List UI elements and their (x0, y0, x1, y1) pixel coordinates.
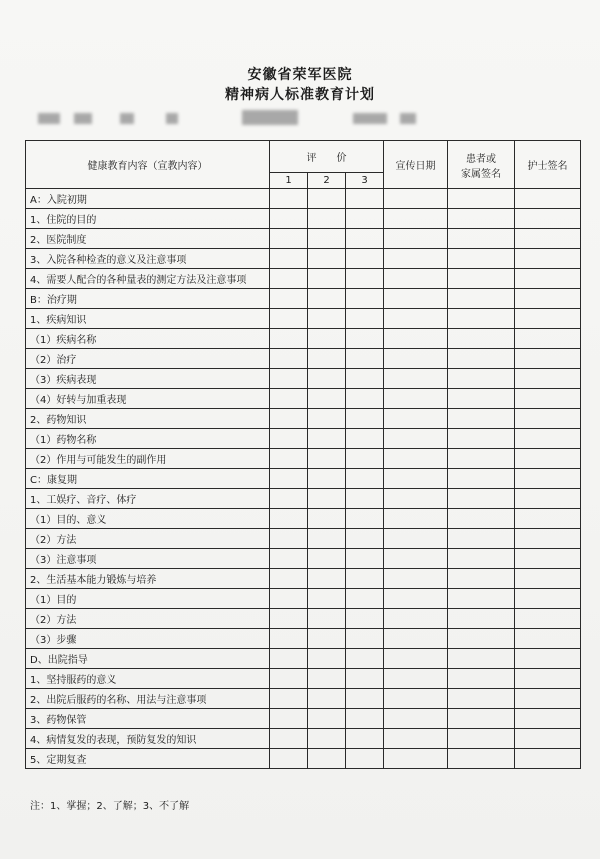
table-row (26, 369, 581, 389)
header-content: 健康教育内容（宣教内容） (26, 141, 270, 189)
eval-1-cell[interactable] (270, 349, 308, 369)
patient-sign-cell[interactable] (448, 349, 515, 369)
eval-1-cell[interactable] (270, 629, 308, 649)
eval-3-cell[interactable] (346, 729, 384, 749)
eval-3-cell[interactable] (346, 309, 384, 329)
row-label: 3、药物保管 (26, 709, 270, 729)
eval-2-cell[interactable] (308, 629, 346, 649)
education-plan-table (25, 140, 581, 769)
row-label: 1、疾病知识 (26, 309, 270, 329)
eval-2-cell[interactable] (308, 529, 346, 549)
nurse-sign-cell[interactable] (515, 229, 581, 249)
eval-3-cell[interactable] (346, 329, 384, 349)
row-label: （3）注意事项 (26, 549, 270, 569)
table-row (26, 729, 581, 749)
row-label: （1）药物名称 (26, 429, 270, 449)
redacted-field (400, 113, 416, 124)
eval-1-cell[interactable] (270, 729, 308, 749)
eval-1-cell[interactable] (270, 329, 308, 349)
eval-2-cell[interactable] (308, 189, 346, 209)
date-cell[interactable] (384, 549, 448, 569)
patient-sign-cell[interactable] (448, 589, 515, 609)
nurse-sign-cell[interactable] (515, 669, 581, 689)
nurse-sign-cell[interactable] (515, 389, 581, 409)
date-cell[interactable] (384, 249, 448, 269)
patient-sign-cell[interactable] (448, 269, 515, 289)
eval-3-cell[interactable] (346, 569, 384, 589)
nurse-sign-cell[interactable] (515, 369, 581, 389)
table-row (26, 329, 581, 349)
table-row (26, 629, 581, 649)
footnote: 注：1、掌握；2、了解；3、不了解 (30, 801, 190, 812)
date-cell[interactable] (384, 689, 448, 709)
eval-3-cell[interactable] (346, 609, 384, 629)
patient-sign-cell[interactable] (448, 469, 515, 489)
eval-1-cell[interactable] (270, 429, 308, 449)
table-row (26, 749, 581, 769)
eval-3-cell[interactable] (346, 709, 384, 729)
eval-2-cell[interactable] (308, 489, 346, 509)
eval-1-cell[interactable] (270, 709, 308, 729)
eval-2-cell[interactable] (308, 289, 346, 309)
row-label: （2）方法 (26, 609, 270, 629)
date-cell[interactable] (384, 209, 448, 229)
eval-2-cell[interactable] (308, 249, 346, 269)
document-title: 精神病人标准教育计划 (225, 87, 375, 103)
eval-2-cell[interactable] (308, 469, 346, 489)
date-cell[interactable] (384, 609, 448, 629)
patient-sign-cell[interactable] (448, 369, 515, 389)
patient-sign-cell[interactable] (448, 229, 515, 249)
eval-2-cell[interactable] (308, 649, 346, 669)
eval-3-cell[interactable] (346, 209, 384, 229)
eval-1-cell[interactable] (270, 569, 308, 589)
row-label: B：治疗期 (26, 289, 270, 309)
table-row (26, 469, 581, 489)
redacted-field (38, 113, 60, 124)
eval-2-cell[interactable] (308, 329, 346, 349)
row-label: 4、病情复发的表现，预防复发的知识 (26, 729, 270, 749)
eval-1-cell[interactable] (270, 509, 308, 529)
eval-1-cell[interactable] (270, 209, 308, 229)
eval-2-cell[interactable] (308, 569, 346, 589)
eval-3-cell[interactable] (346, 289, 384, 309)
row-label: C：康复期 (26, 469, 270, 489)
row-label: 1、住院的目的 (26, 209, 270, 229)
row-label: （4）好转与加重表现 (26, 389, 270, 409)
date-cell[interactable] (384, 569, 448, 589)
row-label: A：入院初期 (26, 189, 270, 209)
eval-2-cell[interactable] (308, 689, 346, 709)
eval-1-cell[interactable] (270, 189, 308, 209)
eval-2-cell[interactable] (308, 369, 346, 389)
date-cell[interactable] (384, 469, 448, 489)
eval-3-cell[interactable] (346, 529, 384, 549)
nurse-sign-cell[interactable] (515, 429, 581, 449)
patient-sign-cell[interactable] (448, 729, 515, 749)
eval-3-cell[interactable] (346, 229, 384, 249)
patient-sign-cell[interactable] (448, 529, 515, 549)
patient-sign-cell[interactable] (448, 609, 515, 629)
eval-3-cell[interactable] (346, 369, 384, 389)
nurse-sign-cell[interactable] (515, 329, 581, 349)
date-cell[interactable] (384, 309, 448, 329)
date-cell[interactable] (384, 649, 448, 669)
nurse-sign-cell[interactable] (515, 509, 581, 529)
table-row (26, 709, 581, 729)
date-cell[interactable] (384, 189, 448, 209)
row-label: 1、工娱疗、音疗、体疗 (26, 489, 270, 509)
eval-3-cell[interactable] (346, 269, 384, 289)
eval-3-cell[interactable] (346, 389, 384, 409)
patient-sign-cell[interactable] (448, 309, 515, 329)
date-cell[interactable] (384, 749, 448, 769)
eval-1-cell[interactable] (270, 589, 308, 609)
table-row (26, 289, 581, 309)
row-label: （1）目的 (26, 589, 270, 609)
eval-3-cell[interactable] (346, 689, 384, 709)
eval-1-cell[interactable] (270, 489, 308, 509)
row-label: （2）治疗 (26, 349, 270, 369)
nurse-sign-cell[interactable] (515, 749, 581, 769)
date-cell[interactable] (384, 409, 448, 429)
date-cell[interactable] (384, 489, 448, 509)
eval-3-cell[interactable] (346, 189, 384, 209)
redacted-field (120, 113, 134, 124)
date-cell[interactable] (384, 729, 448, 749)
eval-3-cell[interactable] (346, 589, 384, 609)
nurse-sign-cell[interactable] (515, 589, 581, 609)
header-patient-sign-line1: 患者或 (466, 153, 497, 165)
table-row (26, 269, 581, 289)
table-row (26, 689, 581, 709)
patient-sign-cell[interactable] (448, 689, 515, 709)
row-label: （2）作用与可能发生的副作用 (26, 449, 270, 469)
patient-sign-cell[interactable] (448, 669, 515, 689)
eval-1-cell[interactable] (270, 449, 308, 469)
eval-2-cell[interactable] (308, 729, 346, 749)
table-row (26, 229, 581, 249)
eval-1-cell[interactable] (270, 749, 308, 769)
eval-2-cell[interactable] (308, 549, 346, 569)
eval-3-cell[interactable] (346, 349, 384, 369)
eval-1-cell[interactable] (270, 289, 308, 309)
date-cell[interactable] (384, 349, 448, 369)
eval-3-cell[interactable] (346, 249, 384, 269)
eval-3-cell[interactable] (346, 449, 384, 469)
eval-2-cell[interactable] (308, 669, 346, 689)
patient-sign-cell[interactable] (448, 509, 515, 529)
row-label: （3）步骤 (26, 629, 270, 649)
row-label: （3）疾病表现 (26, 369, 270, 389)
nurse-sign-cell[interactable] (515, 349, 581, 369)
patient-sign-cell[interactable] (448, 289, 515, 309)
eval-2-cell[interactable] (308, 309, 346, 329)
nurse-sign-cell[interactable] (515, 569, 581, 589)
eval-3-cell[interactable] (346, 509, 384, 529)
nurse-sign-cell[interactable] (515, 709, 581, 729)
eval-1-cell[interactable] (270, 609, 308, 629)
eval-2-cell[interactable] (308, 589, 346, 609)
eval-1-cell[interactable] (270, 549, 308, 569)
table-row (26, 209, 581, 229)
nurse-sign-cell[interactable] (515, 249, 581, 269)
patient-sign-cell[interactable] (448, 409, 515, 429)
patient-sign-cell[interactable] (448, 209, 515, 229)
date-cell[interactable] (384, 589, 448, 609)
redacted-field (166, 113, 178, 124)
eval-1-cell[interactable] (270, 369, 308, 389)
eval-2-cell[interactable] (308, 449, 346, 469)
table-row (26, 189, 581, 209)
row-label: （2）方法 (26, 529, 270, 549)
header-patient-sign-line2: 家属签名 (461, 168, 502, 180)
nurse-sign-cell[interactable] (515, 529, 581, 549)
date-cell[interactable] (384, 289, 448, 309)
eval-2-cell[interactable] (308, 269, 346, 289)
table-row (26, 449, 581, 469)
eval-2-cell[interactable] (308, 209, 346, 229)
date-cell[interactable] (384, 529, 448, 549)
nurse-sign-cell[interactable] (515, 489, 581, 509)
eval-1-cell[interactable] (270, 409, 308, 429)
row-label: 2、生活基本能力锻炼与培养 (26, 569, 270, 589)
eval-col-1: 1 (270, 173, 308, 189)
header-date: 宣传日期 (384, 141, 448, 189)
eval-col-3: 3 (346, 173, 384, 189)
patient-sign-cell[interactable] (448, 569, 515, 589)
eval-col-2: 2 (308, 173, 346, 189)
eval-1-cell[interactable] (270, 309, 308, 329)
eval-1-cell[interactable] (270, 689, 308, 709)
table-row (26, 529, 581, 549)
patient-sign-cell[interactable] (448, 709, 515, 729)
nurse-sign-cell[interactable] (515, 189, 581, 209)
row-label: 2、医院制度 (26, 229, 270, 249)
table-row (26, 349, 581, 369)
table-row (26, 309, 581, 329)
nurse-sign-cell[interactable] (515, 409, 581, 429)
table-row (26, 249, 581, 269)
eval-3-cell[interactable] (346, 749, 384, 769)
table-row (26, 549, 581, 569)
table-row (26, 509, 581, 529)
table-row (26, 489, 581, 509)
date-cell[interactable] (384, 389, 448, 409)
nurse-sign-cell[interactable] (515, 549, 581, 569)
eval-3-cell[interactable] (346, 489, 384, 509)
eval-3-cell[interactable] (346, 469, 384, 489)
patient-sign-cell[interactable] (448, 549, 515, 569)
nurse-sign-cell[interactable] (515, 449, 581, 469)
date-cell[interactable] (384, 229, 448, 249)
redacted-field (74, 113, 92, 124)
row-label: 2、出院后服药的名称、用法与注意事项 (26, 689, 270, 709)
patient-sign-cell[interactable] (448, 749, 515, 769)
hospital-name: 安徽省荣军医院 (247, 67, 353, 83)
date-cell[interactable] (384, 449, 448, 469)
table-row (26, 389, 581, 409)
row-label: （1）疾病名称 (26, 329, 270, 349)
eval-1-cell[interactable] (270, 649, 308, 669)
date-cell[interactable] (384, 669, 448, 689)
eval-1-cell[interactable] (270, 269, 308, 289)
eval-2-cell[interactable] (308, 749, 346, 769)
eval-2-cell[interactable] (308, 609, 346, 629)
row-label: 2、药物知识 (26, 409, 270, 429)
redacted-field (353, 113, 387, 124)
header-nurse-sign: 护士签名 (515, 141, 581, 189)
row-label: 4、需要人配合的各种量表的测定方法及注意事项 (26, 269, 270, 289)
patient-sign-cell[interactable] (448, 249, 515, 269)
date-cell[interactable] (384, 509, 448, 529)
table-row (26, 569, 581, 589)
eval-1-cell[interactable] (270, 389, 308, 409)
eval-2-cell[interactable] (308, 709, 346, 729)
nurse-sign-cell[interactable] (515, 269, 581, 289)
nurse-sign-cell[interactable] (515, 629, 581, 649)
table-row (26, 669, 581, 689)
date-cell[interactable] (384, 429, 448, 449)
eval-3-cell[interactable] (346, 409, 384, 429)
date-cell[interactable] (384, 369, 448, 389)
nurse-sign-cell[interactable] (515, 609, 581, 629)
date-cell[interactable] (384, 709, 448, 729)
eval-1-cell[interactable] (270, 469, 308, 489)
table-body (26, 189, 581, 769)
eval-1-cell[interactable] (270, 229, 308, 249)
date-cell[interactable] (384, 629, 448, 649)
patient-sign-cell[interactable] (448, 449, 515, 469)
table-row (26, 409, 581, 429)
eval-2-cell[interactable] (308, 509, 346, 529)
eval-2-cell[interactable] (308, 389, 346, 409)
eval-2-cell[interactable] (308, 229, 346, 249)
row-label: 3、入院各种检查的意义及注意事项 (26, 249, 270, 269)
nurse-sign-cell[interactable] (515, 729, 581, 749)
table-row (26, 649, 581, 669)
table-row (26, 609, 581, 629)
redacted-field (242, 110, 298, 125)
eval-1-cell[interactable] (270, 529, 308, 549)
eval-3-cell[interactable] (346, 649, 384, 669)
patient-sign-cell[interactable] (448, 489, 515, 509)
table-row (26, 429, 581, 449)
eval-3-cell[interactable] (346, 629, 384, 649)
nurse-sign-cell[interactable] (515, 649, 581, 669)
nurse-sign-cell[interactable] (515, 209, 581, 229)
nurse-sign-cell[interactable] (515, 289, 581, 309)
patient-sign-cell[interactable] (448, 629, 515, 649)
patient-sign-cell[interactable] (448, 649, 515, 669)
eval-2-cell[interactable] (308, 429, 346, 449)
header-evaluation: 评 价 (270, 141, 384, 173)
row-label: D、出院指导 (26, 649, 270, 669)
eval-2-cell[interactable] (308, 349, 346, 369)
nurse-sign-cell[interactable] (515, 469, 581, 489)
eval-3-cell[interactable] (346, 669, 384, 689)
eval-3-cell[interactable] (346, 549, 384, 569)
patient-sign-cell[interactable] (448, 189, 515, 209)
nurse-sign-cell[interactable] (515, 689, 581, 709)
nurse-sign-cell[interactable] (515, 309, 581, 329)
date-cell[interactable] (384, 329, 448, 349)
patient-sign-cell[interactable] (448, 429, 515, 449)
eval-3-cell[interactable] (346, 429, 384, 449)
patient-sign-cell[interactable] (448, 329, 515, 349)
row-label: 1、坚持服药的意义 (26, 669, 270, 689)
row-label: （1）目的、意义 (26, 509, 270, 529)
header-patient-sign (448, 141, 515, 189)
eval-1-cell[interactable] (270, 249, 308, 269)
eval-1-cell[interactable] (270, 669, 308, 689)
table-row (26, 589, 581, 609)
date-cell[interactable] (384, 269, 448, 289)
eval-2-cell[interactable] (308, 409, 346, 429)
patient-sign-cell[interactable] (448, 389, 515, 409)
row-label: 5、定期复查 (26, 749, 270, 769)
